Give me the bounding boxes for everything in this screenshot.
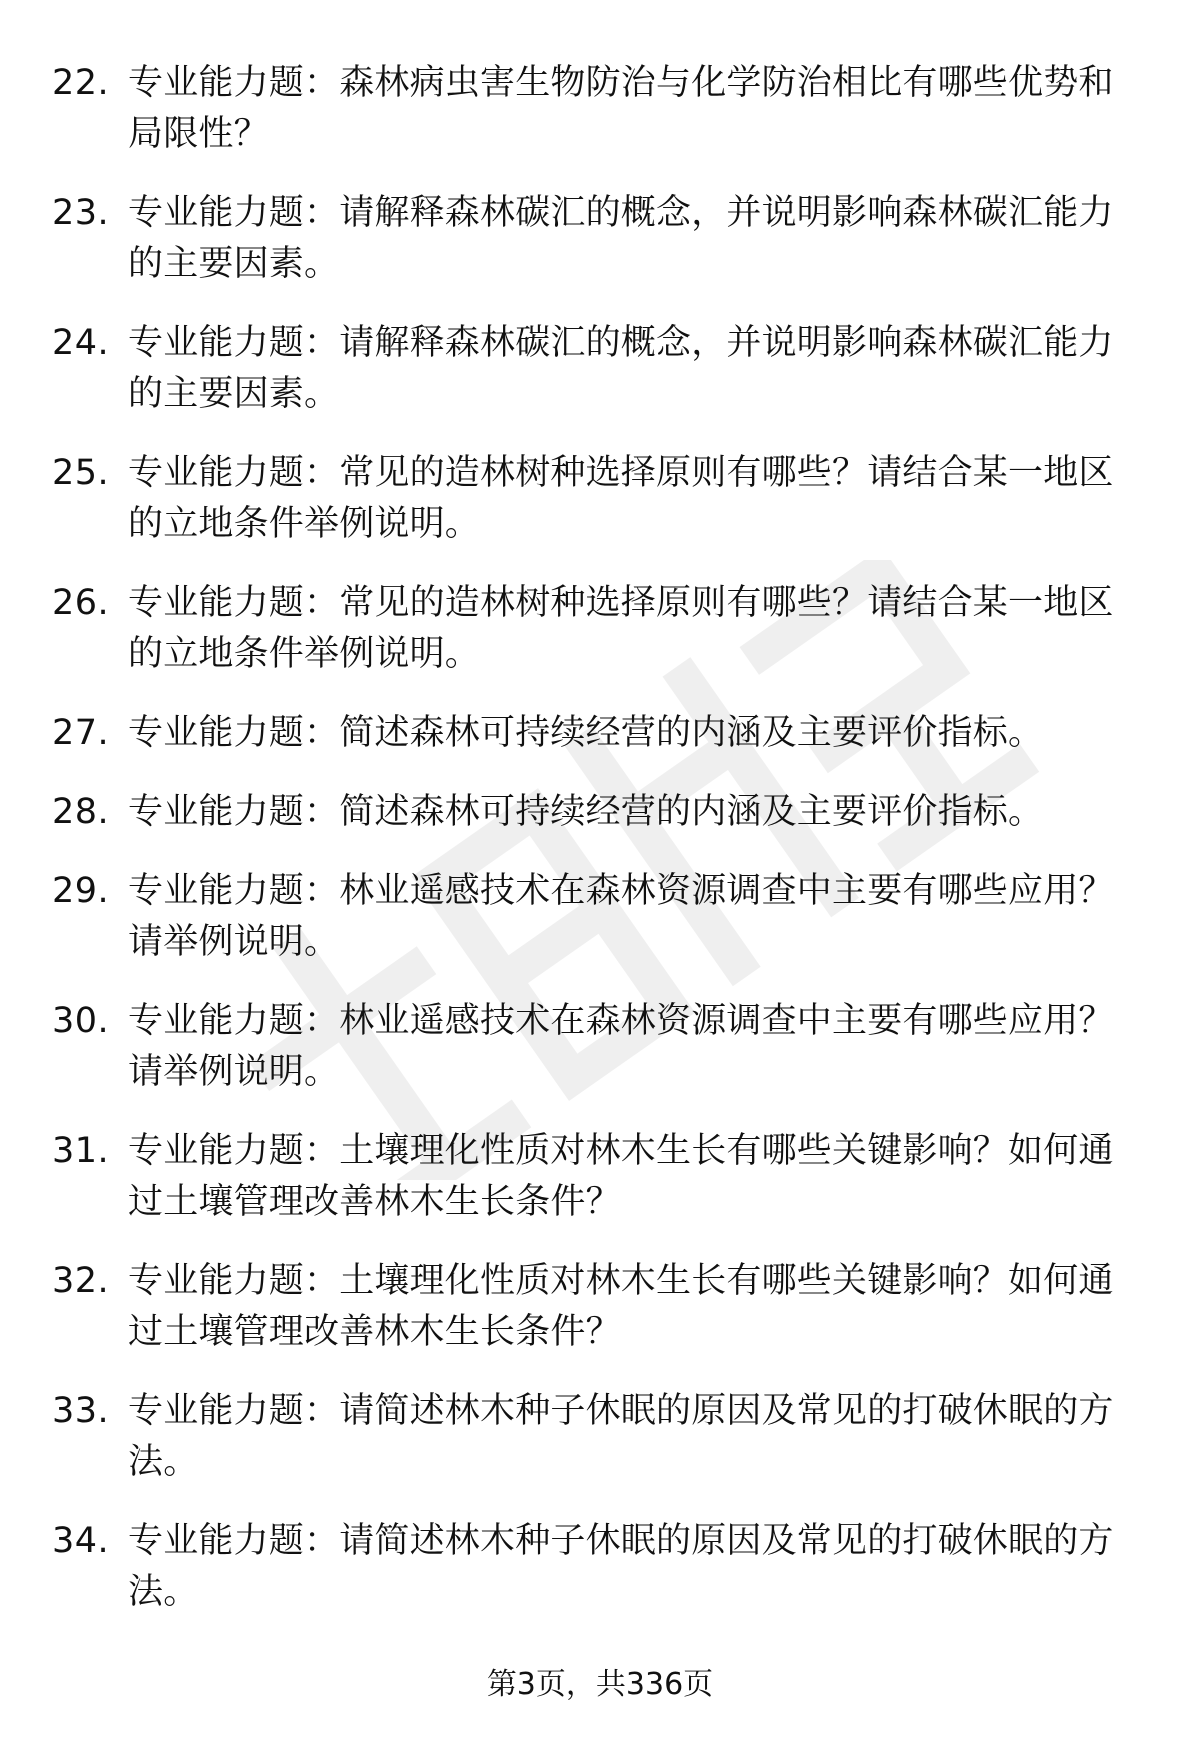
question-text: 专业能力题：林业遥感技术在森林资源调查中主要有哪些应用？请举例说明。 — [128, 871, 1114, 962]
question-text: 专业能力题：土壤理化性质对林木生长有哪些关键影响？如何通过土壤管理改善林木生长条件？ — [128, 1261, 1114, 1352]
question-item — [0, 318, 1200, 420]
question-text: 专业能力题：森林病虫害生物防治与化学防治相比有哪些优势和局限性？ — [128, 63, 1114, 154]
question-number: 32. — [52, 1261, 110, 1301]
question-number: 23. — [52, 193, 110, 233]
question-text: 专业能力题：林业遥感技术在森林资源调查中主要有哪些应用？请举例说明。 — [128, 1001, 1114, 1092]
question-number: 25. — [52, 453, 110, 493]
question-text: 专业能力题：简述森林可持续经营的内涵及主要评价指标。 — [128, 713, 1044, 753]
page-footer: 第3页，共336页 — [486, 1667, 714, 1702]
question-number: 31. — [52, 1131, 110, 1171]
question-number: 22. — [52, 63, 110, 103]
question-item — [0, 58, 1200, 160]
question-item — [0, 578, 1200, 680]
question-item — [0, 188, 1200, 290]
question-number: 24. — [52, 323, 110, 363]
question-item — [0, 1386, 1200, 1488]
question-number: 34. — [52, 1521, 110, 1561]
question-text: 专业能力题：请简述林木种子休眠的原因及常见的打破休眠的方法。 — [128, 1521, 1114, 1612]
question-item — [0, 1126, 1200, 1228]
question-list — [0, 58, 1200, 1646]
question-number: 28. — [52, 792, 110, 832]
question-item — [0, 1516, 1200, 1618]
question-text: 专业能力题：请解释森林碳汇的概念，并说明影响森林碳汇能力的主要因素。 — [128, 323, 1114, 414]
question-number: 30. — [52, 1001, 110, 1041]
question-item — [0, 1256, 1200, 1358]
question-item — [0, 996, 1200, 1098]
question-item — [0, 866, 1200, 968]
question-text: 专业能力题：常见的造林树种选择原则有哪些？请结合某一地区的立地条件举例说明。 — [128, 583, 1114, 674]
question-text: 专业能力题：土壤理化性质对林木生长有哪些关键影响？如何通过土壤管理改善林木生长条件？ — [128, 1131, 1114, 1222]
question-item — [0, 708, 1200, 759]
question-number: 27. — [52, 713, 110, 753]
question-number: 26. — [52, 583, 110, 623]
question-item — [0, 787, 1200, 838]
question-text: 专业能力题：请简述林木种子休眠的原因及常见的打破休眠的方法。 — [128, 1391, 1114, 1482]
question-number: 33. — [52, 1391, 110, 1431]
question-text: 专业能力题：常见的造林树种选择原则有哪些？请结合某一地区的立地条件举例说明。 — [128, 453, 1114, 544]
question-text: 专业能力题：请解释森林碳汇的概念，并说明影响森林碳汇能力的主要因素。 — [128, 193, 1114, 284]
question-number: 29. — [52, 871, 110, 911]
question-item — [0, 448, 1200, 550]
question-text: 专业能力题：简述森林可持续经营的内涵及主要评价指标。 — [128, 792, 1044, 832]
